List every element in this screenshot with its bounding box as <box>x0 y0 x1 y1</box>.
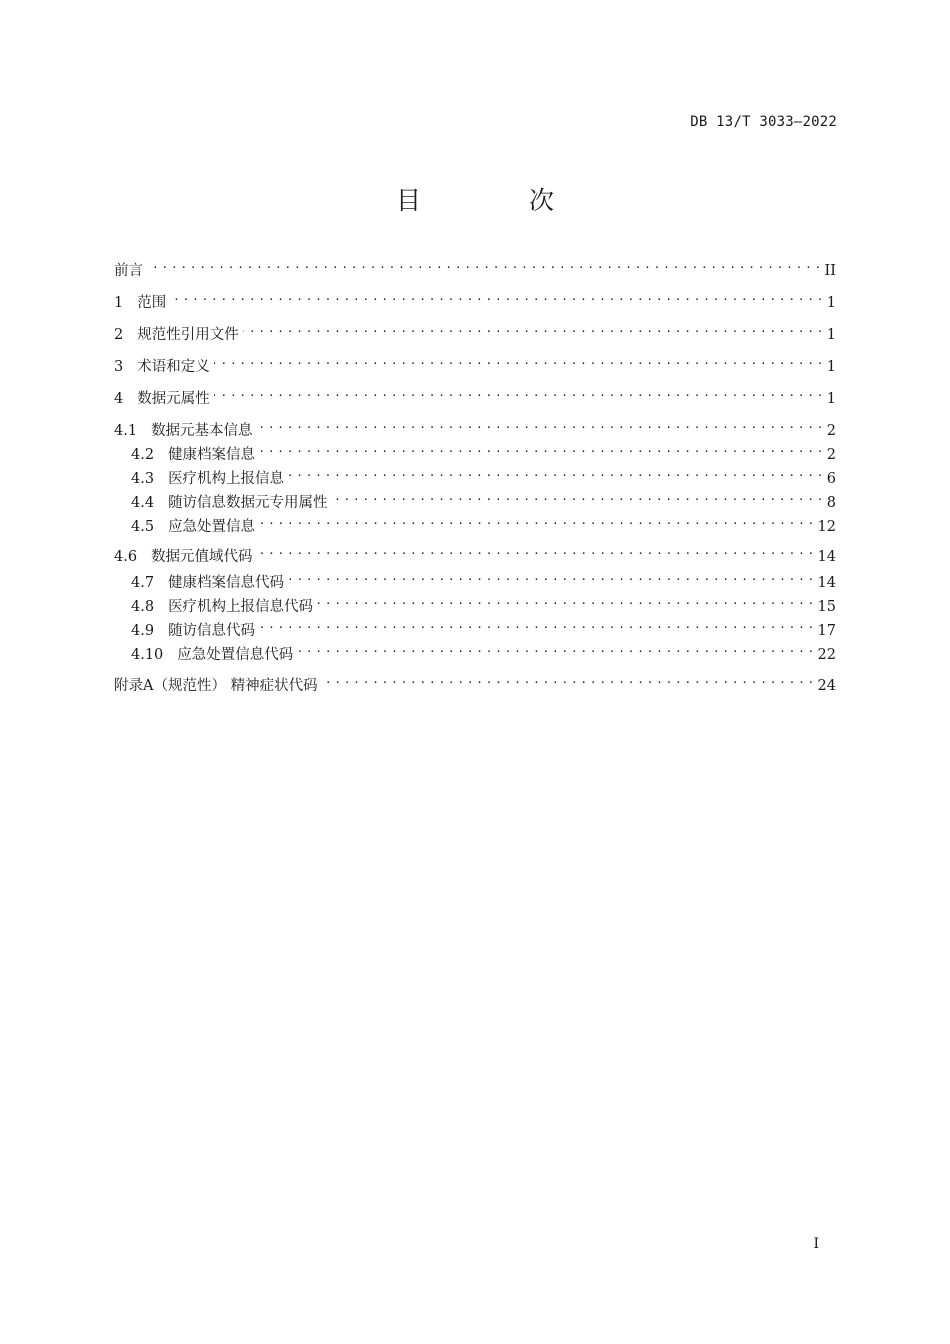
toc-entry-label: 应急处置信息代码 <box>177 647 294 663</box>
toc-leader-dots <box>288 463 823 483</box>
toc-entry[interactable] <box>114 670 836 696</box>
toc-entry-page: 6 <box>826 471 836 487</box>
toc-leader-dots <box>259 439 823 459</box>
document-code: DB 13/T 3033—2022 <box>690 114 837 130</box>
toc-entry-label: 规范性引用文件 <box>137 327 239 343</box>
toc-entry-number: 4.8 <box>131 599 155 615</box>
toc-entry-label: 健康档案信息代码 <box>168 575 285 591</box>
toc-entry[interactable] <box>131 615 836 641</box>
toc-entry-number: 2 <box>114 327 124 343</box>
toc-entry[interactable] <box>114 415 836 441</box>
toc-entry[interactable] <box>114 319 836 345</box>
toc-entry-label: 附录A（规范性） 精神症状代码 <box>114 678 318 694</box>
toc-leader-dots <box>257 415 823 435</box>
toc-leader-dots <box>243 319 823 339</box>
toc-entry-number: 4.2 <box>131 447 155 463</box>
toc-leader-dots <box>147 255 821 275</box>
toc-entry[interactable] <box>114 287 836 313</box>
toc-entry-page: 12 <box>817 519 836 535</box>
toc-title: 目 次 <box>396 186 604 215</box>
toc-entry-number: 4.10 <box>131 647 164 663</box>
toc-entry-page: 17 <box>817 623 836 639</box>
toc-entry-number: 4.6 <box>114 549 138 565</box>
toc-leader-dots <box>214 351 823 371</box>
toc-leader-dots <box>214 383 823 403</box>
toc-entry[interactable] <box>114 351 836 377</box>
toc-entry-number: 4 <box>114 391 124 407</box>
toc-entry-number: 3 <box>114 359 124 375</box>
toc-entry-label: 术语和定义 <box>137 359 210 375</box>
toc-entry[interactable] <box>131 487 836 513</box>
toc-entry-page: 14 <box>817 575 836 591</box>
toc-entry-label: 医疗机构上报信息 <box>168 471 285 487</box>
toc-entry-number: 4.3 <box>131 471 155 487</box>
toc-entry-number: 4.1 <box>114 423 138 439</box>
toc-entry-label: 数据元基本信息 <box>151 423 253 439</box>
toc-entry-label: 随访信息数据元专用属性 <box>168 495 328 511</box>
toc-entry-label: 医疗机构上报信息代码 <box>168 599 314 615</box>
toc-leader-dots <box>170 287 823 307</box>
toc-entry[interactable] <box>131 567 836 593</box>
toc-entry-label: 范围 <box>137 295 167 311</box>
toc-entry-number: 1 <box>114 295 124 311</box>
toc-entry[interactable] <box>131 591 836 617</box>
toc-entry-number: 4.9 <box>131 623 155 639</box>
toc-leader-dots <box>332 487 823 507</box>
toc-entry-label: 数据元值域代码 <box>151 549 253 565</box>
toc-entry-page: 1 <box>826 391 836 407</box>
toc-entry-page: 14 <box>817 549 836 565</box>
toc-entry-page: 15 <box>817 599 836 615</box>
toc-leader-dots <box>297 639 813 659</box>
toc-entry[interactable] <box>131 511 836 537</box>
toc-entry-page: 1 <box>826 327 836 343</box>
toc-entry-page: 2 <box>826 447 836 463</box>
toc-entry[interactable] <box>114 255 836 281</box>
toc-entry[interactable] <box>131 639 836 665</box>
page-number: I <box>813 1236 819 1252</box>
toc-entry-page: 1 <box>826 359 836 375</box>
toc-leader-dots <box>317 591 813 611</box>
toc-leader-dots <box>322 670 814 690</box>
toc-leader-dots <box>288 567 813 587</box>
toc-entry[interactable] <box>131 463 836 489</box>
toc-entry[interactable] <box>114 383 836 409</box>
toc-entry-page: II <box>824 263 836 279</box>
toc-entry-page: 8 <box>826 495 836 511</box>
toc-entry-label: 前言 <box>114 263 143 279</box>
toc-entry-page: 1 <box>826 295 836 311</box>
toc-leader-dots <box>257 541 814 561</box>
toc-entry-page: 24 <box>817 678 836 694</box>
toc-entry[interactable] <box>114 541 836 567</box>
toc-entry-number: 4.7 <box>131 575 155 591</box>
toc-entry-page: 2 <box>826 423 836 439</box>
toc-leader-dots <box>259 511 813 531</box>
toc-entry-page: 22 <box>817 647 836 663</box>
toc-entry[interactable] <box>131 439 836 465</box>
table-of-contents <box>114 0 836 1344</box>
toc-entry-label: 数据元属性 <box>137 391 210 407</box>
toc-entry-label: 随访信息代码 <box>168 623 256 639</box>
toc-entry-number: 4.4 <box>131 495 155 511</box>
toc-entry-number: 4.5 <box>131 519 155 535</box>
toc-leader-dots <box>259 615 813 635</box>
toc-entry-label: 应急处置信息 <box>168 519 256 535</box>
toc-entry-label: 健康档案信息 <box>168 447 256 463</box>
